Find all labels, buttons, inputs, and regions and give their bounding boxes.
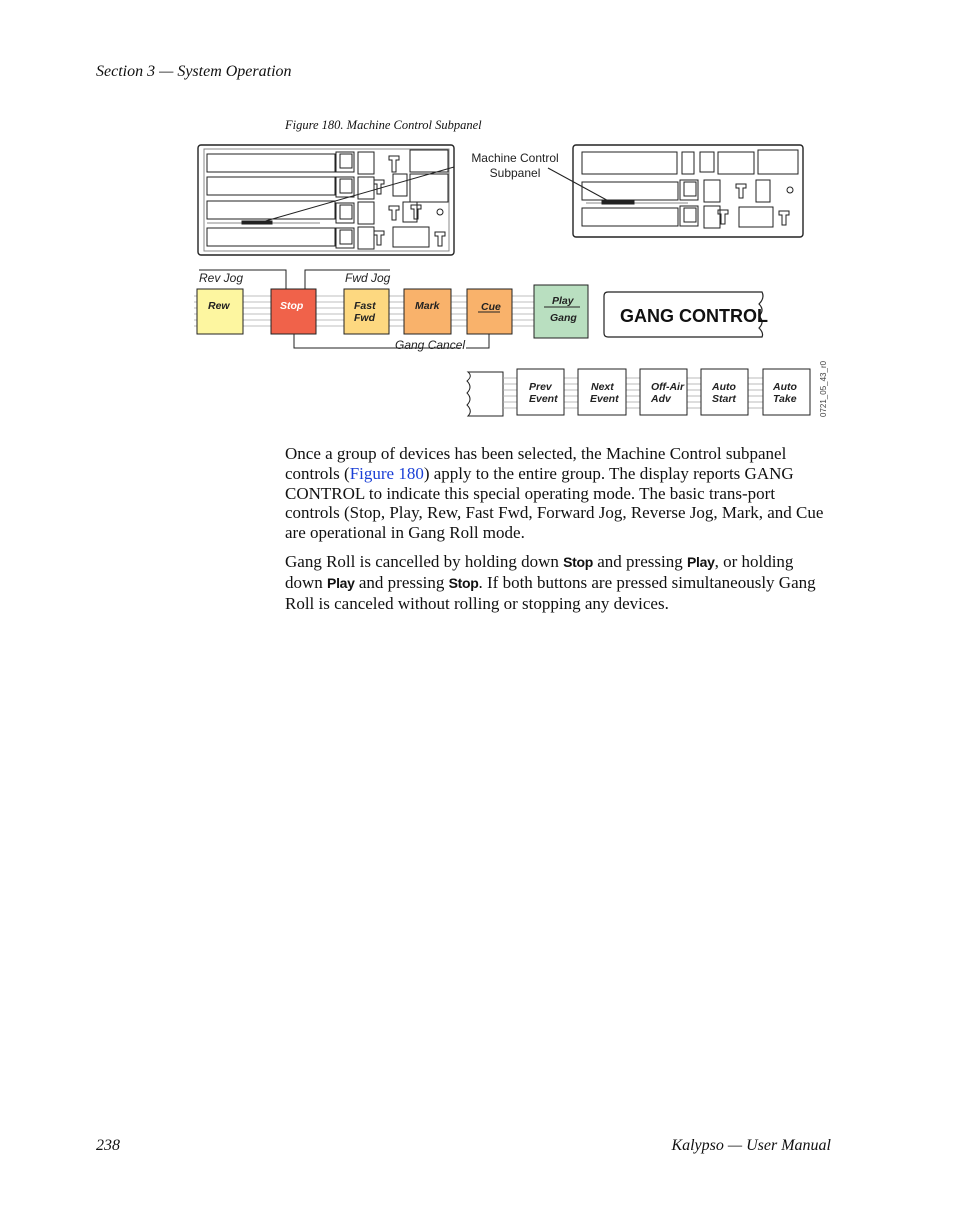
manual-title: Kalypso — User Manual — [671, 1137, 831, 1154]
body-text — [285, 444, 833, 622]
prev-event-label-1: Prev — [529, 381, 552, 393]
play-button-label: Play — [552, 295, 574, 307]
prev-event-label-2: Event — [529, 393, 558, 405]
off-air-label-2: Adv — [651, 393, 671, 405]
callout-leader-right — [548, 168, 614, 204]
fwd-jog-label: Fwd Jog — [345, 271, 391, 285]
lower-display-stub — [467, 372, 503, 416]
callout-line2: Subpanel — [489, 166, 541, 180]
stop-button-label: Stop — [280, 300, 304, 312]
play-ref: Play — [327, 574, 355, 591]
play-ref: Play — [686, 553, 715, 570]
section-header: Section 3 — System Operation — [96, 63, 292, 80]
next-event-label-2: Event — [590, 393, 619, 405]
rew-button-label: Rew — [208, 300, 230, 312]
stop-ref: Stop — [563, 553, 593, 570]
transport-buttons — [194, 285, 768, 338]
fast-fwd-label-2: Fwd — [354, 312, 375, 324]
figure-caption: Figure 180. Machine Control Subpanel — [285, 118, 482, 132]
event-buttons — [467, 369, 810, 416]
figure-diagram — [190, 140, 840, 430]
callout-line1: Machine Control — [471, 151, 559, 165]
auto-take-label-2: Take — [773, 393, 797, 405]
right-panel-drawing — [573, 145, 803, 237]
paragraph-2: Gang Roll is cancelled by holding down Stop and pressing Play, or holding down Play and pressing Stop. If both buttons are pressed simultaneously Gang Roll is canceled without rolling or stopping any devices. — [285, 551, 816, 613]
figure-180-link[interactable]: Figure 180 — [349, 463, 424, 483]
auto-start-label-1: Auto — [712, 381, 736, 393]
paragraph-1: Once a group of devices has been selected, the Machine Control subpanel controls (Figure 180) apply to the entire group. The display reports GANG CONTROL to indicate this special operating mode. The basic trans-port controls (Stop, Play, Rew, Fast Fwd, Forward Jog, Reverse Jog, Mark, and Cue are operational in Gang Roll mode. — [285, 444, 824, 543]
gang-cancel-label: Gang Cancel — [395, 338, 466, 352]
page-number: 238 — [96, 1137, 120, 1154]
mark-button-label: Mark — [415, 300, 440, 312]
auto-start-label-2: Start — [712, 393, 736, 405]
fast-fwd-label-1: Fast — [354, 300, 376, 312]
auto-take-label-1: Auto — [773, 381, 797, 393]
cue-button-label: Cue — [481, 301, 501, 313]
rev-jog-label: Rev Jog — [199, 271, 244, 285]
display-text: GANG CONTROL — [620, 306, 768, 326]
next-event-label-1: Next — [591, 381, 614, 393]
off-air-label-1: Off-Air — [651, 381, 685, 393]
stop-ref: Stop — [448, 574, 479, 591]
left-panel-drawing — [198, 145, 454, 255]
machine-control-figure — [190, 140, 840, 435]
gang-cancel-bracket-right — [466, 334, 489, 348]
figure-id: 0721_05_43_r0 — [819, 360, 828, 417]
gang-button-label: Gang — [550, 312, 577, 324]
